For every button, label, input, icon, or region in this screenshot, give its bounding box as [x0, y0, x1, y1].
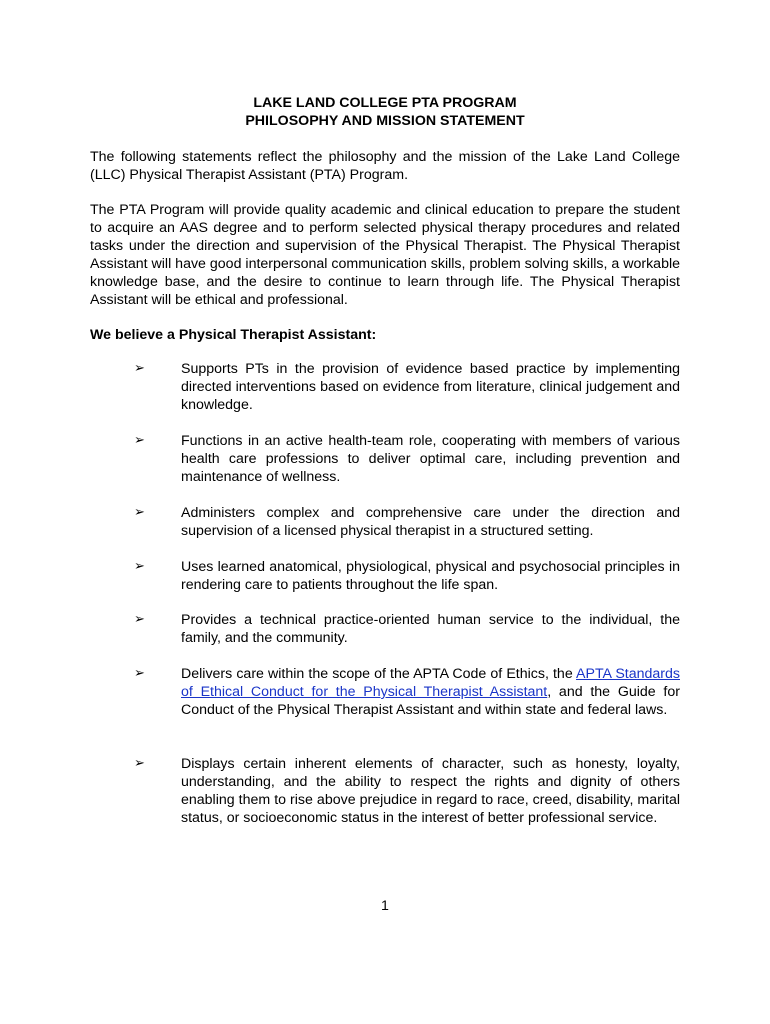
arrow-bullet-icon: ➢	[134, 361, 145, 376]
document-subtitle: PHILOSOPHY AND MISSION STATEMENT	[245, 113, 525, 129]
list-item-text: Provides a technical practice-oriented human service to the individual, the family, and the community.	[181, 612, 680, 646]
arrow-bullet-icon: ➢	[134, 505, 145, 520]
list-item-text: Uses learned anatomical, physiological, physical and psychosocial principles in rendering care to patients throughout the life span.	[181, 559, 680, 593]
list-item	[134, 504, 680, 540]
intro-paragraph: The following statements reflect the philosophy and the mission of the Lake Land College (LLC) Physical Therapist Assistant (PTA) Program.	[90, 149, 680, 183]
arrow-bullet-icon: ➢	[134, 559, 145, 574]
page-number: 1	[381, 898, 389, 914]
believe-heading: We believe a Physical Therapist Assistant:	[90, 327, 377, 343]
list-item	[134, 432, 680, 486]
arrow-bullet-icon: ➢	[134, 612, 145, 627]
arrow-bullet-icon: ➢	[134, 666, 145, 681]
list-item-text: Supports PTs in the provision of evidence based practice by implementing directed interventions based on evidence from literature, clinical judgement and knowledge.	[181, 361, 680, 413]
arrow-bullet-icon: ➢	[134, 433, 145, 448]
list-item	[134, 665, 680, 719]
arrow-bullet-icon: ➢	[134, 756, 145, 771]
list-item	[134, 360, 680, 414]
apta-standards-link[interactable]: APTA Standards of Ethical Conduct for the Physical Therapist Assistant	[181, 666, 680, 700]
list-item	[134, 558, 680, 594]
list-item-text	[181, 665, 680, 719]
list-item-text-after-link: , and the Guide for Conduct of the Physical Therapist Assistant and within state and federal laws.	[181, 684, 680, 718]
list-item	[134, 755, 680, 827]
list-item	[134, 611, 680, 647]
list-item-text: Administers complex and comprehensive care under the direction and supervision of a licensed physical therapist in a structured setting.	[181, 505, 680, 539]
program-paragraph: The PTA Program will provide quality academic and clinical education to prepare the student to acquire an AAS degree and to perform selected physical therapy procedures and related tasks under the direction and supervision of the Physical Therapist. The Physical Therapist Assistant will have good interpersonal communication skills, problem solving skills, a workable knowledge base, and the desire to continue to learn through life. The Physical Therapist Assistant will be ethical and professional.	[90, 202, 680, 308]
list-item-text: Functions in an active health-team role, cooperating with members of various health care professions to deliver optimal care, including prevention and maintenance of wellness.	[181, 433, 680, 485]
list-item-text: Displays certain inherent elements of character, such as honesty, loyalty, understanding, and the ability to respect the rights and dignity of others enabling them to rise above prejudice in regard to race, creed, disability, marital status, or socioeconomic status in the interest of better professional service.	[181, 756, 680, 826]
list-item-text-before-link: Delivers care within the scope of the APTA Code of Ethics, the	[181, 666, 577, 682]
document-title: LAKE LAND COLLEGE PTA PROGRAM	[253, 95, 517, 111]
